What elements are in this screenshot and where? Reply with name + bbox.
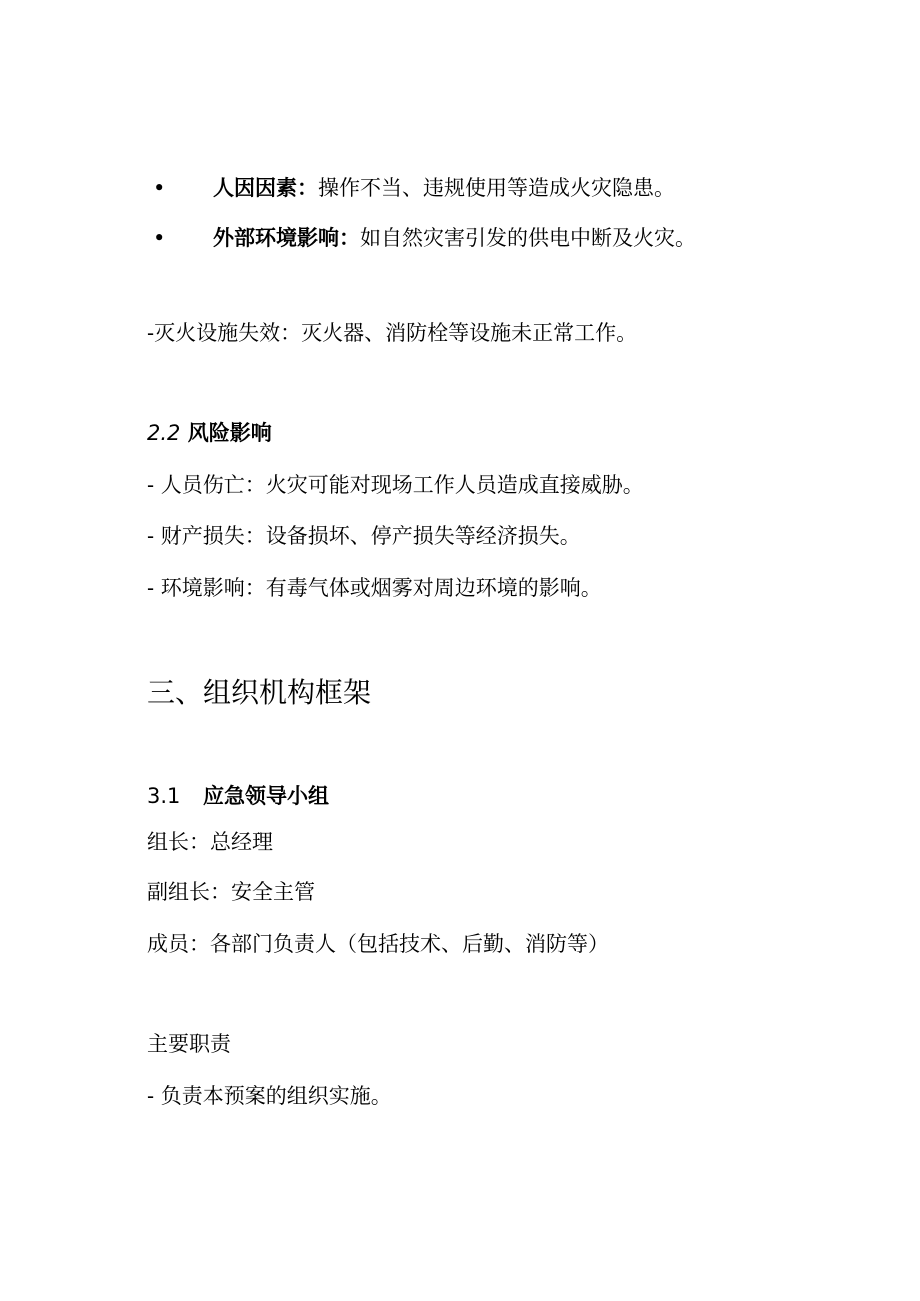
bullet-marker: •: [153, 226, 166, 250]
section-2-2-heading: [147, 418, 272, 448]
section-number: 2.2: [147, 421, 181, 445]
leader-line: 组长：总经理: [147, 830, 273, 854]
extinguish-failure-line: -灭火设施失效：灭火器、消防栓等设施未正常工作。: [147, 321, 638, 345]
section-title: 应急领导小组: [203, 784, 330, 808]
bullet-item-human-factors: [213, 173, 675, 203]
section-3-1-heading: [147, 781, 329, 811]
deputy-leader-line: 副组长：安全主管: [147, 880, 315, 904]
section-title: 风险影响: [187, 421, 272, 445]
bullet-term: 人因因素：: [213, 176, 318, 200]
risk-item-property-loss: - 财产损失：设备损坏、停产损失等经济损失。: [147, 524, 581, 548]
bullet-item-external-environment: [213, 223, 696, 253]
section-number: 3.1: [147, 784, 181, 808]
duty-item: - 负责本预案的组织实施。: [147, 1084, 392, 1108]
risk-item-casualties: - 人员伤亡：火灾可能对现场工作人员造成直接威胁。: [147, 473, 644, 497]
bullet-term: 外部环境影响：: [213, 226, 360, 250]
bullet-text: 操作不当、违规使用等造成火灾隐患。: [318, 176, 675, 200]
bullet-marker: •: [153, 176, 166, 200]
members-line: 成员：各部门负责人（包括技术、后勤、消防等）: [147, 932, 609, 956]
duties-heading: 主要职责: [147, 1032, 231, 1056]
section-3-heading: 三、组织机构框架: [147, 676, 372, 709]
risk-item-environment: - 环境影响：有毒气体或烟雾对周边环境的影响。: [147, 576, 602, 600]
bullet-text: 如自然灾害引发的供电中断及火灾。: [360, 226, 696, 250]
